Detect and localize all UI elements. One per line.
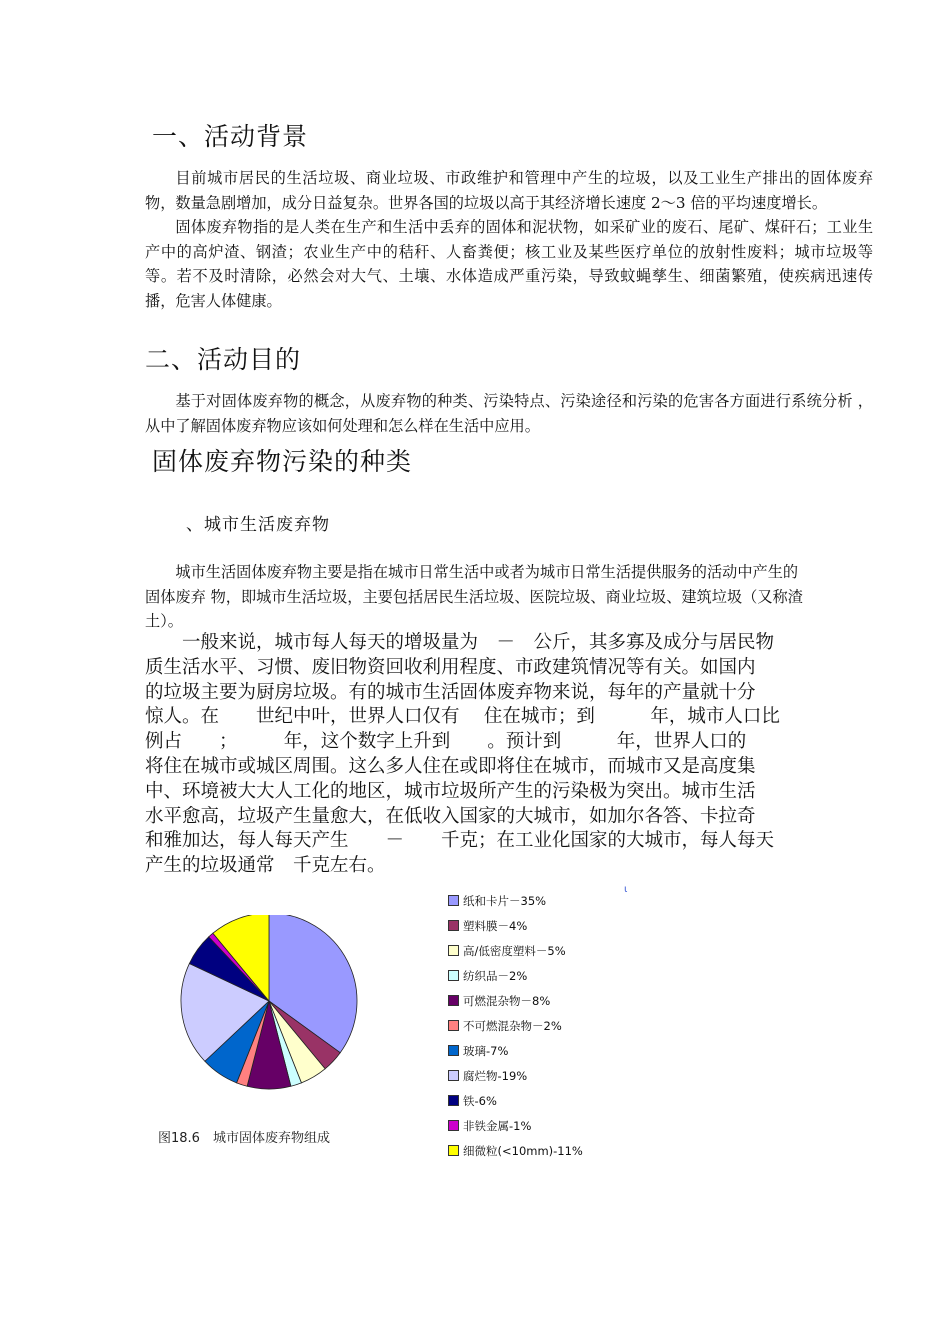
urban-waste-stats [145,631,810,879]
stats-line: 水平愈高，垃圾产生量愈大，在低收入国家的大城市，如加尔各答、卡拉奇 [145,805,756,827]
legend-item [448,888,583,913]
legend-item [448,988,583,1013]
section-heading-types: 固体废弃物污染的种类 [152,447,413,476]
stats-line: 一般来说，城市每人每天的增圾量为 － 公斤，其多寡及成分与居民物 [145,632,775,653]
legend-item [448,913,583,938]
legend-label: 玻璃-7% [463,1043,509,1058]
legend-label: 塑料膜－4% [463,918,528,933]
legend-label: 不可燃混杂物－2% [463,1018,562,1033]
legend-item [448,1113,583,1138]
legend-swatch [448,970,459,981]
stats-line: 惊人。在 世纪中叶，世界人口仅有 住在城市；到 年，城市人口比 [145,706,780,728]
legend-item [448,1088,583,1113]
background-paragraph-2: 固体废弃物指的是人类在生产和生活中丢弃的固体和泥状物，如采矿业的废石、尾矿、煤矸石；工业生产中的高炉渣、钢渣；农业生产中的秸秆、人畜粪便；核工业及某些医疗单位的放射性废料；城市垃圾等等。若不及时清除，必然会对大气、土壤、水体造成严重污染，导致蚊蝇孳生、细菌繁殖，使疾病迅速传播，危害人体健康。 [145,218,873,310]
legend-item [448,963,583,988]
stats-line: 的垃圾主要为厨房垃圾。有的城市生活固体废弃物来说，每年的产量就十分 [145,681,756,703]
purpose-paragraph-1: 基于对固体废弃物的概念，从废弃物的种类、污染特点、污染途径和污染的危害各方面进行系统分析 ，从中了解固体废弃物应该如何处理和怎么样在生活中应用。 [145,392,873,435]
urban-waste-definition [145,560,810,634]
stats-line: 例占 ； 年，这个数字上升到 。预计到 年，世界人口的 [145,731,747,753]
legend-label: 纸和卡片－35% [463,893,547,908]
stray-mark: ι [624,884,628,895]
stats-line: 质生活水平、习惯、废旧物资回收利用程度、市政建筑情况等有关。如国内 [145,656,756,678]
stats-line: 产生的垃圾通常 千克左右。 [145,855,386,877]
legend-label: 高/低密度塑料－5% [463,943,566,958]
legend-label: 非铁金属-1% [463,1118,532,1133]
legend-swatch [448,920,459,931]
legend-item [448,1138,583,1163]
section-heading-purpose: 二、活动目的 [145,345,302,374]
subsection-heading-urban-waste: 、城市生活废弃物 [186,515,330,535]
legend-swatch [448,945,459,956]
figure-caption: 图18.6 城市固体废弃物组成 [158,1131,330,1146]
legend-item [448,1013,583,1038]
legend-item [448,1063,583,1088]
legend-swatch [448,1070,459,1081]
legend-label: 铁-6% [463,1093,497,1108]
stats-line: 中、环境被大大人工化的地区，城市垃圾所产生的污染极为突出。城市生活 [145,780,756,802]
legend-swatch [448,1095,459,1106]
stats-line: 和雅加达，每人每天产生 － 千克；在工业化国家的大城市，每人每天 [145,830,775,852]
legend-swatch [448,995,459,1006]
waste-composition-pie-chart [170,915,390,1115]
section-heading-background: 一、活动背景 [152,122,309,151]
legend-item [448,1038,583,1063]
legend-swatch [448,1120,459,1131]
legend-item [448,938,583,963]
background-paragraph-1: 目前城市居民的生活垃圾、商业垃圾、市政维护和管理中产生的垃圾，以及工业生产排出的固体废弃物，数量急剧增加，成分日益复杂。世界各国的垃圾以高于其经济增长速度 2～3 倍的平均速度增长。 [145,169,873,212]
legend-swatch [448,1020,459,1031]
legend-label: 纺织品－2% [463,968,528,983]
background-paragraphs [145,166,873,313]
legend-swatch [448,1145,459,1156]
purpose-paragraphs [145,389,873,438]
legend-label: 可燃混杂物－8% [463,993,551,1008]
urban-waste-paragraph: 城市生活固体废弃物主要是指在城市日常生活中或者为城市日常生活提供服务的活动中产生的固体废弃 物，即城市生活垃圾，主要包括居民生活垃圾、医院垃圾、商业垃圾、建筑垃圾（又称渣土）。 [145,563,803,630]
stats-line: 将住在城市或城区周围。这么多人住在或即将住在城市，而城市又是高度集 [145,755,756,777]
legend-label: 腐烂物-19% [463,1068,528,1083]
pie-legend [448,888,583,1163]
legend-swatch [448,1045,459,1056]
legend-swatch [448,895,459,906]
legend-label: 细微粒(<10mm)-11% [463,1143,583,1158]
